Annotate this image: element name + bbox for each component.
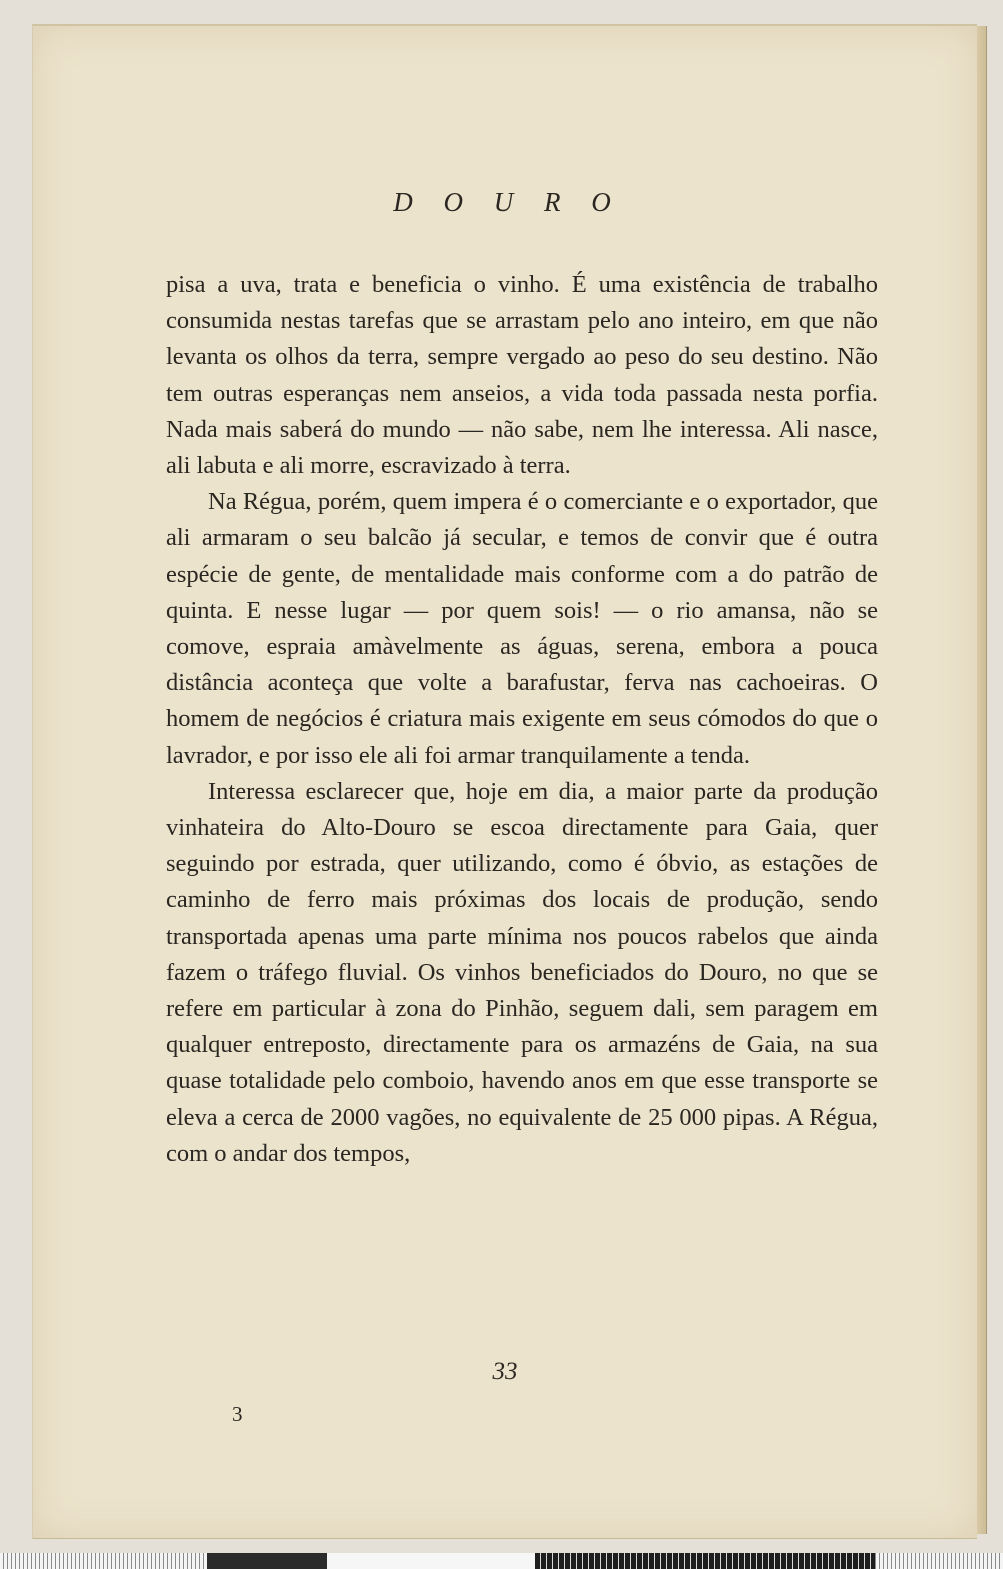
paragraph-2: Na Régua, porém, quem impera é o comerciante e o exportador, que ali armaram o seu balcão já secular, e temos de convir que é outra espécie de gente, de mentalidade mais conforme com a do patrão de quinta. E nesse lugar — por quem sois! — o rio amansa, não se comove, espraia amàvelmente as águas, serena, embora a pouca distância aconteça que volte a barafustar, ferva nas cachoeiras. O homem de negócios é criatura mais exigente em seus cómodos do que o lavrador, e por isso ele ali foi armar tranquilamente a tenda. <box>166 488 878 769</box>
ruler-dark-segment <box>207 1553 327 1569</box>
running-head: D O U R O <box>393 187 623 217</box>
scan-ruler <box>0 1553 1003 1569</box>
ruler-light-segment <box>327 1553 535 1569</box>
signature-mark: 3 <box>232 1402 243 1426</box>
page-number: 33 <box>492 1358 518 1385</box>
body-text <box>166 267 878 1172</box>
book-page <box>32 24 977 1539</box>
ruler-striped-segment <box>535 1553 875 1569</box>
paragraph-1: pisa a uva, trata e beneficia o vinho. É uma existência de trabalho consumida nestas tarefas que se arrastam pelo ano inteiro, em que não levanta os olhos da terra, sempre vergado ao peso do seu destino. Não tem outras esperanças nem anseios, a vida toda passada nesta porfia. Nada mais saberá do mundo — não sabe, nem lhe interessa. Ali nasce, ali labuta e ali morre, escravizado à terra. <box>166 271 878 480</box>
paragraph-3: Interessa esclarecer que, hoje em dia, a maior parte da produção vinhateira do Alto-Douro se escoa directamente para Gaia, quer seguindo por estrada, quer utilizando, como é óbvio, as estações de caminho de ferro mais próximas dos locais de produção, sendo transportada apenas uma parte mínima nos poucos rabelos que ainda fazem o tráfego fluvial. Os vinhos beneficiados do Douro, no que se refere em particular à zona do Pinhão, seguem dali, sem paragem em qualquer entreposto, directamente para os armazéns de Gaia, na sua quase totalidade pelo comboio, havendo anos em que esse transporte se eleva a cerca de 2000 vagões, no equivalente de 25 000 pipas. A Régua, com o andar dos tempos, <box>166 777 878 1167</box>
